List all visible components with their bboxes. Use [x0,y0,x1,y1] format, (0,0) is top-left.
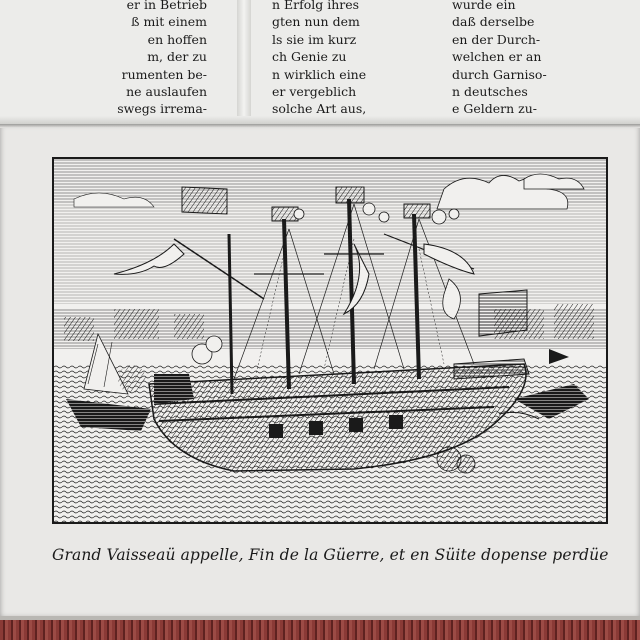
text-line: en der Durch- [452,31,541,47]
text-line: ls sie im kurz [272,31,357,47]
engraving-caption: Grand Vaisseaü appelle, Fin de la Güerre, et en Süite dopense perdüe [52,546,609,564]
text-line: gten nun dem [272,14,360,30]
text-line: er vergeblich [272,84,357,100]
text-line: ch Genie zu [272,49,347,65]
sky [54,159,606,304]
facing-book-page [0,0,640,126]
text-line: n Erfolg ihres [272,0,360,12]
text-line: en hoffen [147,31,207,47]
tablecloth [0,620,640,640]
text-line: rumenten be- [121,66,207,82]
ship-engraving [52,157,608,524]
text-line: ne auslaufen [126,84,207,100]
text-line: n deutsches [452,84,528,100]
text-line: ß mit einem [131,14,207,30]
text-column-right [452,0,622,118]
text-line: durch Garniso- [452,66,547,82]
text-line: wurde ein [452,0,516,12]
text-column-middle [272,0,407,118]
text-line: m, der zu [147,49,207,65]
text-line: er in Betrieb [126,0,207,12]
text-line: swegs irrema- [117,101,207,117]
book-gutter [237,0,251,126]
text-line: solche Art aus, [272,101,367,117]
text-line: e Geldern zu- [452,101,538,117]
text-line: daß derselbe [452,14,535,30]
text-line: n wirklich eine [272,66,367,82]
text-line: welchen er an [452,49,542,65]
engraving-illustration [54,159,606,522]
text-column-left [117,0,207,118]
page-edge-shadow [0,124,640,128]
